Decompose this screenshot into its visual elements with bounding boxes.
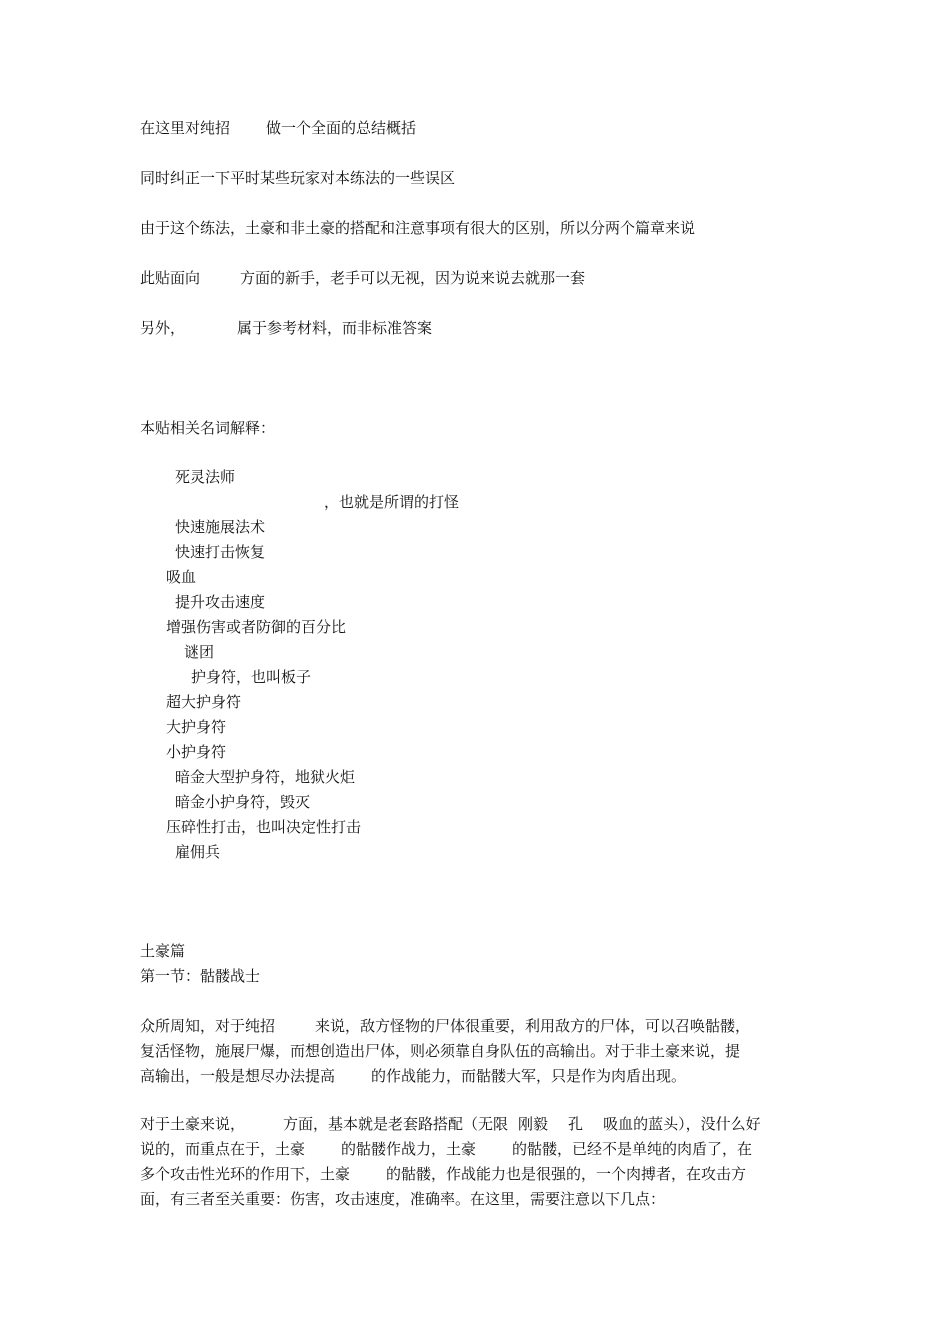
intro-line-4 bbox=[140, 268, 585, 288]
intro-line-5-part-b: 属于参考材料，而非标准答案 bbox=[237, 319, 433, 337]
para2-r3a: 多个攻击性光环的作用下，土豪 bbox=[140, 1165, 351, 1183]
glossary-heading: 本贴相关名词解释： bbox=[140, 419, 276, 437]
intro-line-5-part-a: 另外， bbox=[140, 319, 186, 337]
para2-r1a: 对于土豪来说， bbox=[140, 1115, 246, 1133]
intro-line-4-part-a: 此贴面向 bbox=[140, 269, 201, 287]
para2-r3b: 的骷髅，作战能力也是很强的，一个肉搏者，在攻击方 bbox=[386, 1165, 747, 1183]
glossary-item: 压碎性打击，也叫决定性打击 bbox=[166, 818, 362, 836]
glossary-item: 护身符，也叫板子 bbox=[191, 668, 312, 686]
glossary-item: 死灵法师 bbox=[175, 468, 236, 486]
glossary-item: 大护身符 bbox=[166, 718, 227, 736]
glossary-item: 快速施展法术 bbox=[175, 518, 266, 536]
para2-r1c: 刚毅 bbox=[518, 1115, 549, 1133]
intro-line-4-part-b: 方面的新手，老手可以无视，因为说来说去就那一套 bbox=[240, 269, 586, 287]
intro-line-3: 由于这个练法，土豪和非土豪的搭配和注意事项有很大的区别，所以分两个篇章来说 bbox=[140, 219, 696, 237]
para1-r1a: 众所周知，对于纯招 bbox=[140, 1017, 276, 1035]
paragraph-2-row-4: 面，有三者至关重要：伤害，攻击速度，准确率。在这里，需要注意以下几点： bbox=[140, 1190, 666, 1208]
paragraph-1 bbox=[140, 1014, 812, 1089]
paragraph-2-row-3 bbox=[140, 1162, 812, 1187]
para2-r2b: 的骷髅作战力，土豪 bbox=[341, 1140, 477, 1158]
para2-r1b: 方面，基本就是老套路搭配（无限 bbox=[283, 1115, 509, 1133]
paragraph-1-row-1 bbox=[140, 1014, 812, 1039]
paragraph-2 bbox=[140, 1112, 812, 1212]
para2-r2c: 的骷髅，已经不是单纯的肉盾了，在 bbox=[512, 1140, 753, 1158]
paragraph-1-row-2: 复活怪物，施展尸爆，而想创造出尸体，则必须靠自身队伍的高输出。对于非土豪来说，提 bbox=[140, 1042, 741, 1060]
intro-line-1-part-b: 做一个全面的总结概括 bbox=[266, 119, 417, 137]
glossary-item: 增强伤害或者防御的百分比 bbox=[166, 618, 347, 636]
paragraph-1-row-3 bbox=[140, 1064, 812, 1089]
glossary-item: 快速打击恢复 bbox=[175, 543, 266, 561]
glossary-item: 吸血 bbox=[166, 568, 197, 586]
glossary-item: 暗金小护身符，毁灭 bbox=[175, 793, 311, 811]
glossary-item: 雇佣兵 bbox=[175, 843, 221, 861]
para2-r1d: 孔 bbox=[568, 1115, 584, 1133]
intro-line-5 bbox=[140, 318, 432, 338]
section-title: 土豪篇 bbox=[140, 942, 186, 960]
section-subtitle: 第一节：骷髅战士 bbox=[140, 967, 261, 985]
glossary-item: 谜团 bbox=[184, 643, 215, 661]
glossary-item: 超大护身符 bbox=[166, 693, 242, 711]
para1-r1b: 来说，敌方怪物的尸体很重要，利用敌方的尸体，可以召唤骷髅， bbox=[315, 1017, 751, 1035]
paragraph-2-row-2 bbox=[140, 1137, 812, 1162]
intro-line-1 bbox=[140, 118, 416, 138]
para2-r1e: 吸血的蓝头），没什么好 bbox=[603, 1115, 761, 1133]
para1-r3b: 的作战能力，而骷髅大军，只是作为肉盾出现。 bbox=[371, 1067, 687, 1085]
glossary-item: ，也就是所谓的打怪 bbox=[324, 493, 460, 511]
glossary-item: 暗金大型护身符，地狱火炬 bbox=[175, 768, 356, 786]
para2-r2a: 说的，而重点在于，土豪 bbox=[140, 1140, 306, 1158]
intro-line-2: 同时纠正一下平时某些玩家对本练法的一些误区 bbox=[140, 169, 456, 187]
paragraph-2-row-1 bbox=[140, 1112, 812, 1137]
para1-r3a: 高输出，一般是想尽办法提高 bbox=[140, 1067, 336, 1085]
intro-line-1-part-a: 在这里对纯招 bbox=[140, 119, 231, 137]
glossary-item: 提升攻击速度 bbox=[175, 593, 266, 611]
glossary-item: 小护身符 bbox=[166, 743, 227, 761]
